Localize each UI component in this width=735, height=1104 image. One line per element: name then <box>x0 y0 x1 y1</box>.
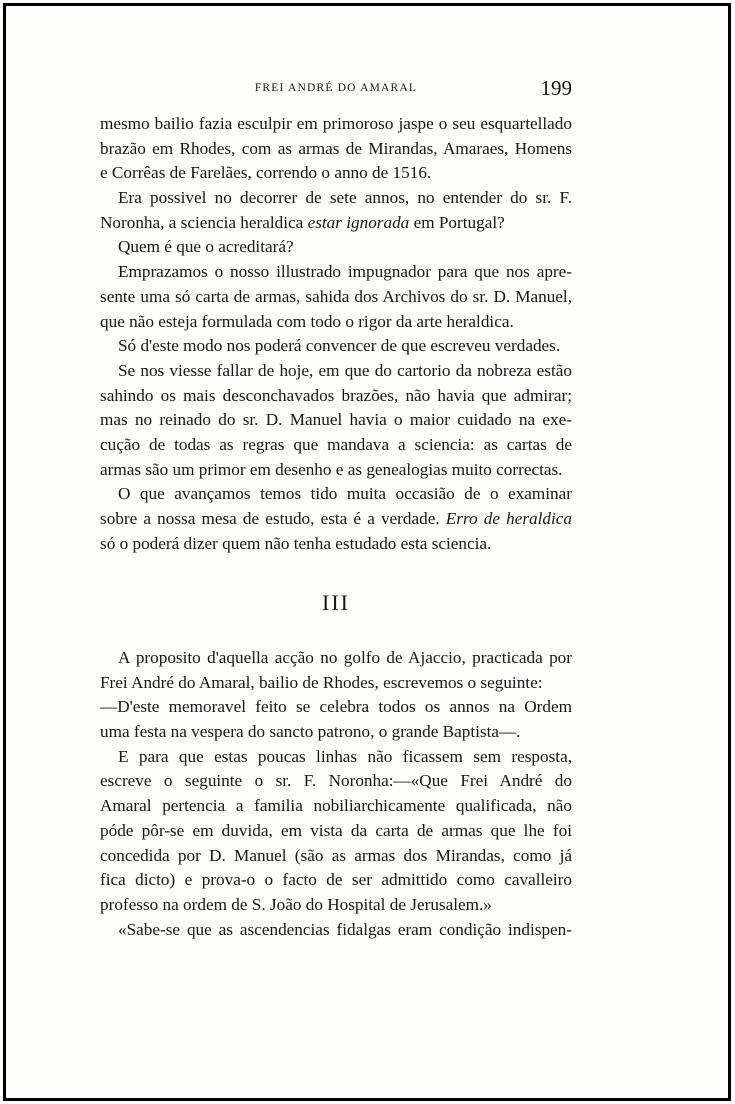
section-numeral: III <box>322 590 350 615</box>
text-line: «Sabe-se que as ascendencias fidalgas eram condição indispen- <box>118 919 572 939</box>
text-line: A proposito d'aquella acção no golfo de Ajaccio, practicada por <box>118 648 572 667</box>
text-line: concedida por D. Manuel (são as armas dos Mirandas, como já <box>100 845 572 865</box>
text-line: armas são um primor em desenho e as genealogias muito correctas. <box>100 459 563 479</box>
text-line: Quem é que o acreditará? <box>118 237 294 257</box>
text-line: Amaral pertencia a familia nobiliarchicamente qualificada, não <box>100 796 572 816</box>
text-line: Se nos viesse fallar de hoje, em que do cartorio da nobreza estão <box>118 360 572 380</box>
italic-phrase: estar ignorada <box>307 212 410 232</box>
text-line: só o poderá dizer quem não tenha estudado esta sciencia. <box>100 533 492 553</box>
text-line: Era possivel no decorrer de sete annos, no entender do sr. F. <box>118 188 572 208</box>
text-line: mas no reinado do sr. D. Manuel havia o maior cuidado na exe- <box>100 410 572 430</box>
page-header <box>100 76 572 100</box>
running-title: FREI ANDRÉ DO AMARAL <box>254 82 418 94</box>
text-line: escreve o seguinte o sr. F. Noronha:—«Que Frei André do <box>100 771 572 791</box>
text-line: fica dicto) e prova-o o facto de ser admittido como cavalleiro <box>100 870 572 890</box>
text-line: —D'este memoravel feito se celebra todos os annos na Ordem <box>100 697 572 717</box>
text-line: que não esteja formulada com todo o rigor da arte heraldica. <box>100 311 514 331</box>
text-line: E para que estas poucas linhas não ficassem sem resposta, <box>118 746 572 766</box>
text-line: sente uma só carta de armas, sahida dos Archivos do sr. D. Manuel, <box>100 286 572 306</box>
text-line: uma festa na vespera do sancto patrono, o grande Baptista—. <box>100 722 521 742</box>
text-line: Frei André do Amaral, bailio de Rhodes, escrevemos o seguinte: <box>100 672 543 692</box>
section-text-2 <box>100 646 572 942</box>
text-line: Noronha, a sciencia heraldica estar ignorada em Portugal? <box>100 212 505 232</box>
text-line: O que avançamos temos tido muita occasião de o examinar <box>118 484 572 504</box>
text-line: e Corrêas de Farelães, correndo o anno de 1516. <box>100 163 432 183</box>
page-number: 199 <box>540 76 572 100</box>
text-line: mesmo bailio fazia esculpir em primoroso jaspe o seu esquartellado <box>100 114 572 133</box>
text-line: professo na ordem de S. João do Hospital de Jerusalem.» <box>100 894 492 914</box>
text-line: sobre a nossa mesa de estudo, esta é a verdade. Erro de heraldica <box>100 509 572 528</box>
text-line: Só d'este modo nos poderá convencer de que escreveu verdades. <box>118 336 561 356</box>
section-text-1 <box>100 112 572 556</box>
text-line: brazão em Rhodes, com as armas de Mirandas, Amaraes, Homens <box>100 138 572 158</box>
text-line: Emprazamos o nosso illustrado impugnador para que nos apre- <box>118 262 572 282</box>
italic-phrase: Erro de heraldica <box>445 509 572 528</box>
text-line: póde pôr-se em duvida, em vista da carta de armas que lhe foi <box>100 820 572 840</box>
text-line: sahindo os mais desconchavados brazões, não havia que admirar; <box>100 385 572 405</box>
text-line: cução de todas as regras que mandava a sciencia: as cartas de <box>100 434 572 454</box>
